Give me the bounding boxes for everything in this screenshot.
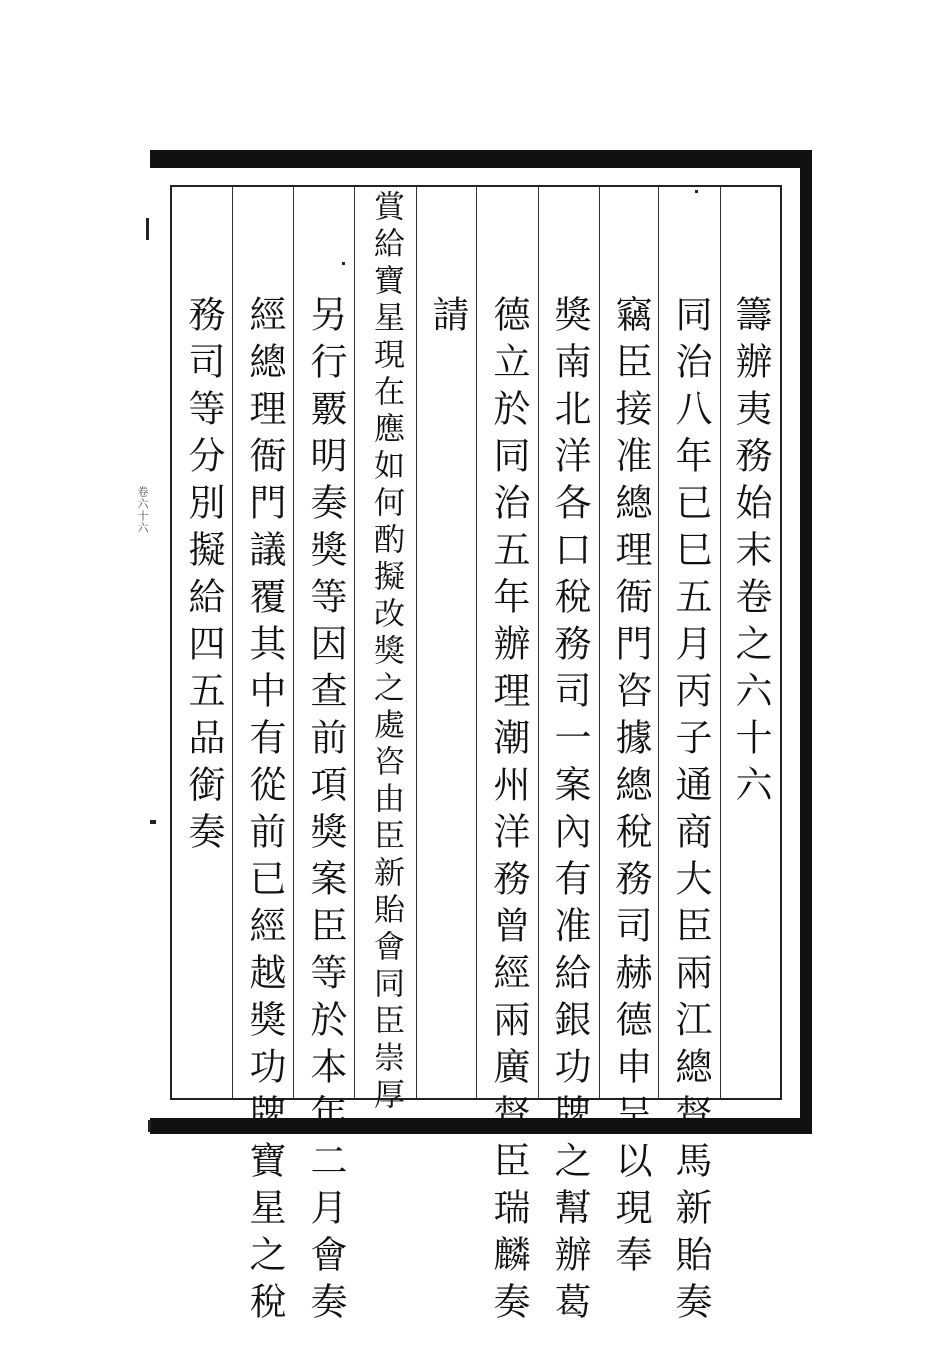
- column-rule: [476, 187, 477, 1098]
- frame-right-bar: [800, 150, 812, 1134]
- frame-right-line: [780, 185, 782, 1100]
- column-rule: [538, 187, 539, 1098]
- title-column: 籌辦夷務始末卷之六十六: [729, 295, 772, 812]
- frame-left-line: [170, 185, 172, 1100]
- column-rule: [599, 187, 600, 1098]
- text-column: 另行覈明奏獎等因查前項獎案臣等於本年二月會奏: [304, 295, 347, 1329]
- text-column-raised: 賞給寶星現在應如何酌擬改獎之處咨由臣新貽會同臣崇厚: [368, 190, 404, 1115]
- column-rule: [293, 187, 294, 1098]
- column-rule: [658, 187, 659, 1098]
- text-column: 務司等分別擬給四五品銜奏: [182, 295, 225, 859]
- ink-speck: [342, 262, 345, 265]
- column-rule: [720, 187, 721, 1098]
- ink-speck: [146, 218, 149, 240]
- text-column: 德立於同治五年辦理潮州洋務曾經兩廣督臣瑞麟奏: [487, 295, 530, 1329]
- text-column: 竊臣接准總理衙門咨據總稅務司赫德申呈以現奉: [609, 295, 652, 1282]
- text-column: 經總理衙門議覆其中有從前已經越獎功牌寶星之稅: [243, 295, 286, 1329]
- text-column: 獎南北洋各口稅務司一案內有准給銀功牌之幫辦葛: [548, 295, 591, 1329]
- frame-top-bar: [150, 150, 810, 168]
- ink-speck: [150, 820, 156, 824]
- column-rule: [416, 187, 417, 1098]
- column-rule: [232, 187, 233, 1098]
- ink-speck: [148, 1120, 151, 1132]
- text-column: 請: [426, 295, 469, 342]
- ink-speck: [695, 190, 698, 193]
- margin-note: 卷六十六: [136, 486, 149, 534]
- text-column: 同治八年已巳五月丙子通商大臣兩江總督馬新貽奏: [669, 295, 712, 1329]
- column-rule: [354, 187, 355, 1098]
